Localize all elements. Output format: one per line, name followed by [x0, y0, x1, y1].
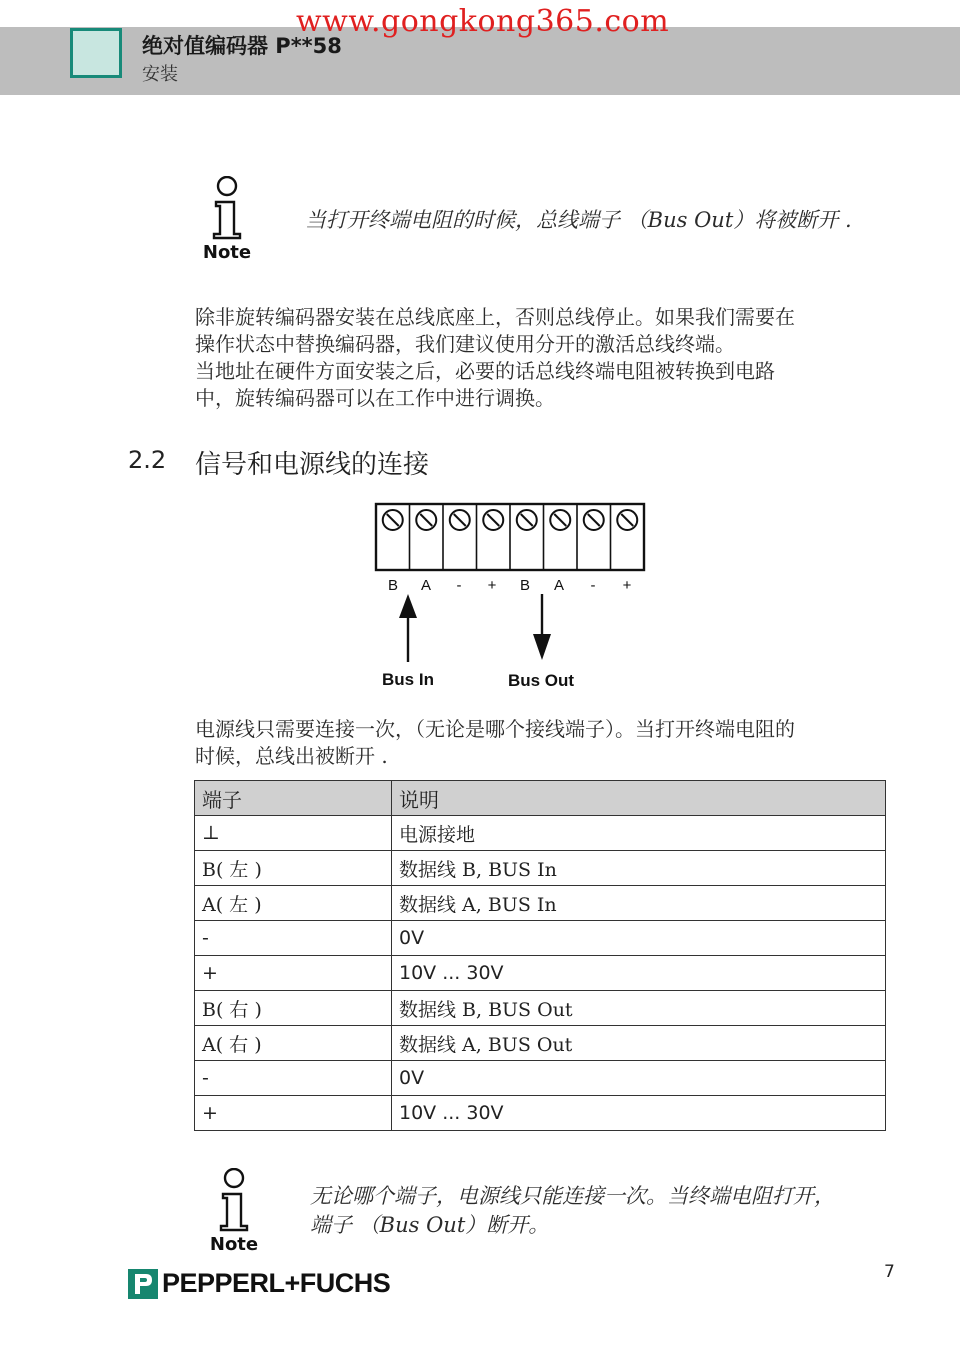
terminal-block-diagram [350, 500, 670, 700]
terminal-description-table [194, 780, 886, 1131]
table-cell-description: 数据线 A, BUS In [392, 886, 886, 921]
note-text: 当打开终端电阻的时候，总线端子 （Bus Out）将被断开 . [305, 208, 852, 232]
terminal-label: + [487, 577, 497, 594]
power-paragraph [195, 716, 795, 770]
section-title: 信号和电源线的连接 [195, 450, 430, 480]
brand-mark-icon [128, 1269, 158, 1299]
table-row [195, 956, 886, 991]
document-title: 绝对值编码器 P**58 [142, 34, 342, 58]
table-cell-description: 0V [392, 921, 886, 956]
paragraph-line: 时候，总线出被断开 . [195, 744, 388, 768]
table-row [195, 921, 886, 956]
terminal-label: + [622, 577, 632, 594]
table-row [195, 1096, 886, 1131]
info-person-icon [217, 1168, 251, 1232]
table-cell-terminal: + [195, 1096, 392, 1131]
note-line: 无论哪个端子，电源线只能连接一次。当终端电阻打开， [310, 1184, 835, 1208]
section-number: 2.2 [128, 446, 167, 474]
table-cell-description: 10V ... 30V [392, 956, 886, 991]
brand-name: PEPPERL+FUCHS [162, 1268, 391, 1298]
table-cell-terminal: ⊥ [195, 816, 392, 851]
bus-in-label: Bus In [382, 670, 434, 689]
table-row [195, 991, 886, 1026]
document-subtitle: 安装 [142, 64, 178, 85]
table-header-terminal: 端子 [195, 781, 392, 816]
table-cell-terminal: + [195, 956, 392, 991]
info-person-icon [210, 176, 244, 240]
table-cell-terminal: - [195, 921, 392, 956]
paragraph-line: 中，旋转编码器可以在工作中进行调换。 [195, 386, 555, 410]
note-icon [200, 176, 254, 263]
page-number: 7 [884, 1262, 895, 1282]
intro-paragraph [195, 304, 795, 412]
table-cell-terminal: A( 右 ) [195, 1026, 392, 1061]
note-line: 端子 （Bus Out）断开。 [310, 1213, 550, 1237]
terminal-label: - [590, 577, 596, 594]
table-cell-description: 数据线 B, BUS In [392, 851, 886, 886]
table-row [195, 886, 886, 921]
table-cell-description: 数据线 B, BUS Out [392, 991, 886, 1026]
table-cell-description: 10V ... 30V [392, 1096, 886, 1131]
table-cell-terminal: B( 左 ) [195, 851, 392, 886]
table-cell-description: 电源接地 [392, 816, 886, 851]
table-row [195, 1026, 886, 1061]
paragraph-line: 电源线只需要连接一次，（无论是哪个接线端子）。当打开终端电阻的 [195, 717, 795, 741]
paragraph-line: 操作状态中替换编码器，我们建议使用分开的激活总线终端。 [195, 332, 735, 356]
table-header-description: 说明 [392, 781, 886, 816]
paragraph-line: 当地址在硬件方面安装之后，必要的话总线终端电阻被转换到电路 [195, 359, 775, 383]
table-row [195, 816, 886, 851]
terminal-diagram-svg [350, 500, 670, 700]
note-icon [207, 1168, 261, 1255]
table-cell-description: 数据线 A, BUS Out [392, 1026, 886, 1061]
terminal-label: A [420, 577, 432, 594]
brand-logo [128, 1268, 390, 1299]
terminal-label: - [456, 577, 462, 594]
note-text [310, 1182, 835, 1240]
table-cell-terminal: A( 左 ) [195, 886, 392, 921]
table-row [195, 1061, 886, 1096]
table-cell-description: 0V [392, 1061, 886, 1096]
table-row [195, 851, 886, 886]
note-label: Note [209, 1234, 259, 1255]
table-header-row [195, 781, 886, 816]
site-url-link[interactable]: www.gongkong365.com [296, 4, 670, 39]
header-logo-square [70, 28, 122, 78]
terminal-label: B [387, 577, 399, 594]
bus-out-label: Bus Out [507, 671, 575, 690]
bus-in-arrow [399, 594, 417, 662]
bus-out-arrow [533, 594, 551, 660]
table-cell-terminal: - [195, 1061, 392, 1096]
note-label: Note [202, 242, 252, 263]
terminal-label: B [519, 577, 531, 594]
paragraph-line: 除非旋转编码器安装在总线底座上，否则总线停止。如果我们需要在 [195, 305, 795, 329]
terminal-label: A [553, 577, 565, 594]
table-cell-terminal: B( 右 ) [195, 991, 392, 1026]
